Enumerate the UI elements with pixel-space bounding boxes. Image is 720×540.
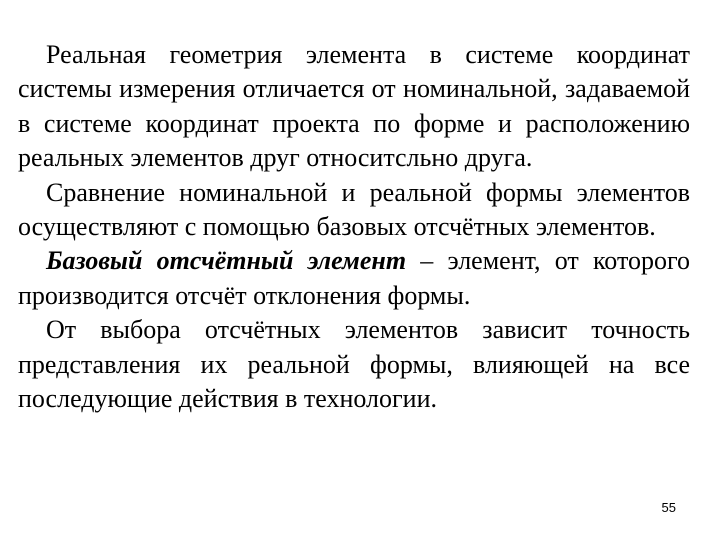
slide-content — [18, 38, 690, 416]
definition-text: – элемент, от которого производится отсчёт отклонения формы. — [18, 246, 690, 310]
paragraph-accuracy: От выбора отсчётных элементов зависит точность представления их реальной формы, влияющей на все последующие действия в технологии. — [18, 315, 690, 414]
paragraph-definition — [18, 244, 690, 313]
paragraph-comparison: Сравнение номинальной и реальной формы элементов осуществляют с помощью базовых отсчётных элементов. — [18, 177, 690, 242]
page-number: 55 — [661, 500, 676, 515]
defined-term: Базовый отсчётный элемент — [46, 246, 407, 276]
paragraph-geometry: Реальная геометрия элемента в системе координат системы измерения отличается от номинальной, задаваемой в системе координат проекта по форме и расположению реальных элементов друг относитсльно друга. — [18, 40, 690, 173]
